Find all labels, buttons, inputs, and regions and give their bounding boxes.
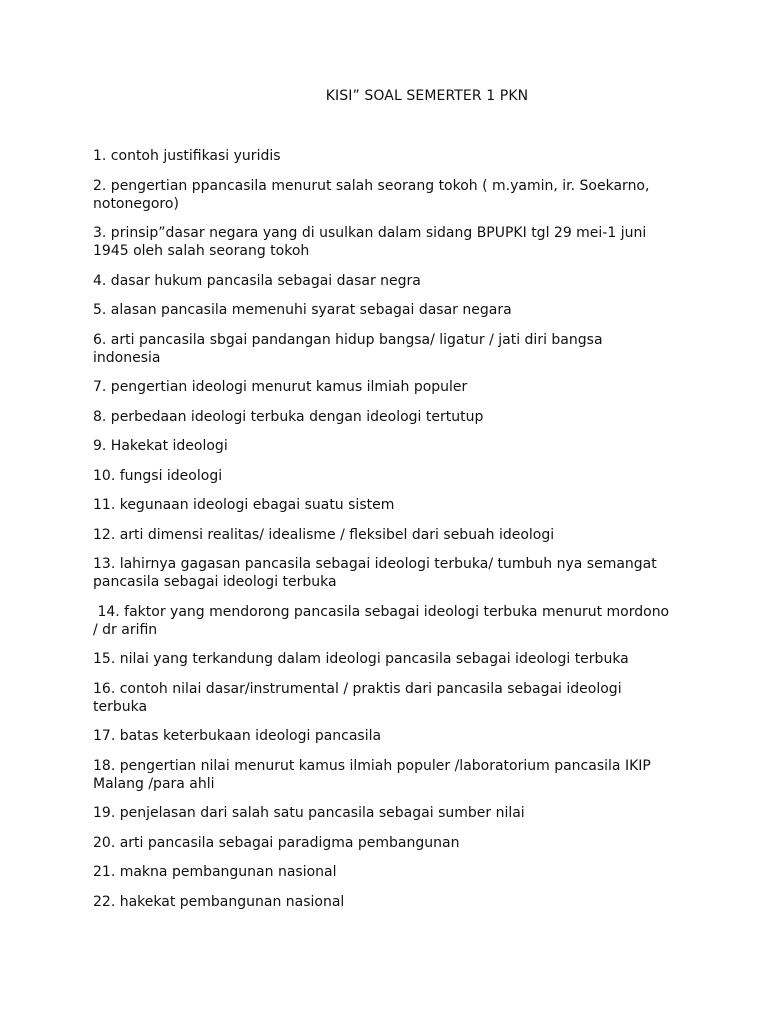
list-item: 13. lahirnya gagasan pancasila sebagai ideologi terbuka/ tumbuh nya semangat pancasila sebagai ideologi terbuka: [93, 556, 657, 590]
document-title: KISI” SOAL SEMERTER 1 PKN: [325, 88, 529, 104]
list-item: 7. pengertian ideologi menurut kamus ilmiah populer: [93, 379, 468, 395]
list-item: 1. contoh justifikasi yuridis: [93, 148, 281, 164]
list-item: 19. penjelasan dari salah satu pancasila sebagai sumber nilai: [93, 805, 525, 821]
list-item: 2. pengertian ppancasila menurut salah seorang tokoh ( m.yamin, ir. Soekarno, notonegoro): [93, 177, 650, 212]
list-item: 10. fungsi ideologi: [93, 467, 223, 484]
list-item: 17. batas keterbukaan ideologi pancasila: [93, 728, 382, 744]
list-item: 20. arti pancasila sebagai paradigma pembangunan: [93, 834, 460, 851]
list-item: 14. faktor yang mendorong pancasila sebagai ideologi terbuka menurut mordono / dr arifin: [93, 603, 670, 638]
list-item: 18. pengertian nilai menurut kamus ilmiah populer /laboratorium pancasila IKIP Malang /para ahli: [93, 757, 651, 792]
list-item: 3. prinsip”dasar negara yang di usulkan dalam sidang BPUPKI tgl 29 mei-1 juni 1945 oleh salah seorang tokoh: [93, 225, 647, 259]
list-item: 8. perbedaan ideologi terbuka dengan ideologi tertutup: [93, 408, 484, 425]
list-item: 6. arti pancasila sbgai pandangan hidup bangsa/ ligatur / jati diri bangsa indonesia: [93, 331, 603, 366]
list-item: 22. hakekat pembangunan nasional: [93, 893, 345, 910]
list-item: 21. makna pembangunan nasional: [93, 864, 337, 880]
list-item: 16. contoh nilai dasar/instrumental / praktis dari pancasila sebagai ideologi terbuka: [93, 680, 622, 715]
list-item: 11. kegunaan ideologi ebagai suatu sistem: [93, 497, 395, 513]
list-item: 4. dasar hukum pancasila sebagai dasar negra: [93, 272, 421, 289]
list-item: 12. arti dimensi realitas/ idealisme / fleksibel dari sebuah ideologi: [93, 526, 555, 543]
list-item: 5. alasan pancasila memenuhi syarat sebagai dasar negara: [93, 302, 512, 318]
list-item: 15. nilai yang terkandung dalam ideologi pancasila sebagai ideologi terbuka: [93, 651, 629, 667]
question-list: [93, 147, 673, 922]
list-item: 9. Hakekat ideologi: [93, 438, 228, 454]
